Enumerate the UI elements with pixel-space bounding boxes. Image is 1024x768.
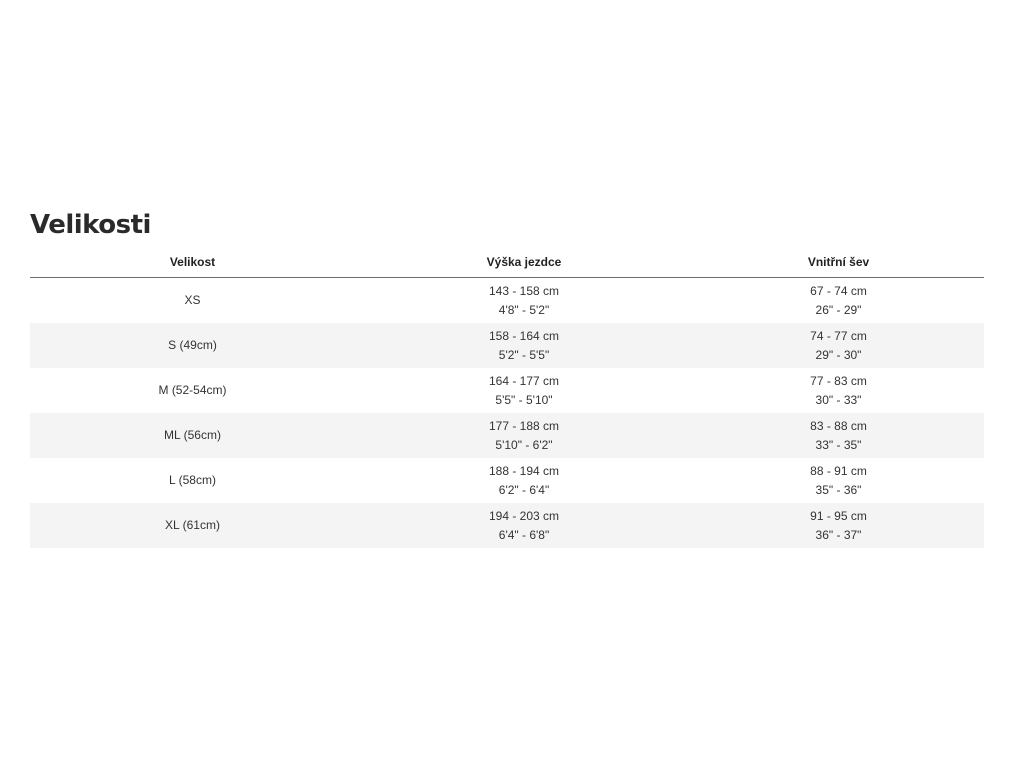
inseam-cm: 77 - 83 cm [810, 373, 867, 388]
inseam-in: 26" - 29" [815, 302, 862, 317]
table-row [30, 368, 984, 413]
height-cm: 177 - 188 cm [488, 418, 560, 433]
inseam-cm: 91 - 95 cm [810, 508, 867, 523]
inseam-cell [693, 503, 984, 548]
table-header [30, 247, 984, 278]
inseam-in: 33" - 35" [815, 437, 862, 452]
inseam-cell [693, 458, 984, 503]
height-cell [355, 278, 693, 324]
height-cell [355, 413, 693, 458]
height-ft: 5'2" - 5'5" [498, 347, 550, 362]
inseam-cm: 67 - 74 cm [810, 283, 867, 298]
height-cm: 164 - 177 cm [488, 373, 560, 388]
header-size: Velikost [30, 247, 355, 278]
size-cell: L (58cm) [30, 458, 355, 503]
height-ft: 5'10" - 6'2" [495, 437, 553, 452]
table-body [30, 278, 984, 549]
height-cell [355, 503, 693, 548]
height-ft: 6'2" - 6'4" [498, 482, 550, 497]
inseam-in: 30" - 33" [815, 392, 862, 407]
height-cm: 194 - 203 cm [488, 508, 560, 523]
height-cm: 188 - 194 cm [488, 463, 560, 478]
header-rider-height: Výška jezdce [355, 247, 693, 278]
height-cm: 143 - 158 cm [488, 283, 560, 298]
inseam-in: 35" - 36" [815, 482, 862, 497]
inseam-cell [693, 368, 984, 413]
height-cell [355, 458, 693, 503]
size-chart-section [30, 207, 984, 548]
inseam-cm: 88 - 91 cm [810, 463, 867, 478]
height-cm: 158 - 164 cm [488, 328, 560, 343]
header-inseam: Vnitřní šev [693, 247, 984, 278]
inseam-cm: 74 - 77 cm [810, 328, 867, 343]
height-ft: 5'5" - 5'10" [495, 392, 553, 407]
size-table [30, 247, 984, 548]
height-ft: 4'8" - 5'2" [498, 302, 550, 317]
table-row [30, 323, 984, 368]
height-cell [355, 323, 693, 368]
inseam-cell [693, 278, 984, 324]
table-row [30, 458, 984, 503]
inseam-cm: 83 - 88 cm [810, 418, 867, 433]
inseam-in: 29" - 30" [815, 347, 862, 362]
table-row [30, 278, 984, 324]
height-cell [355, 368, 693, 413]
section-title: Velikosti [30, 210, 151, 240]
inseam-cell [693, 323, 984, 368]
size-cell: XL (61cm) [30, 503, 355, 548]
table-row [30, 503, 984, 548]
size-cell: XS [30, 278, 355, 324]
size-cell: M (52-54cm) [30, 368, 355, 413]
size-cell: S (49cm) [30, 323, 355, 368]
table-row [30, 413, 984, 458]
inseam-cell [693, 413, 984, 458]
height-ft: 6'4" - 6'8" [498, 527, 550, 542]
header-row [30, 247, 984, 278]
inseam-in: 36" - 37" [815, 527, 862, 542]
size-cell: ML (56cm) [30, 413, 355, 458]
